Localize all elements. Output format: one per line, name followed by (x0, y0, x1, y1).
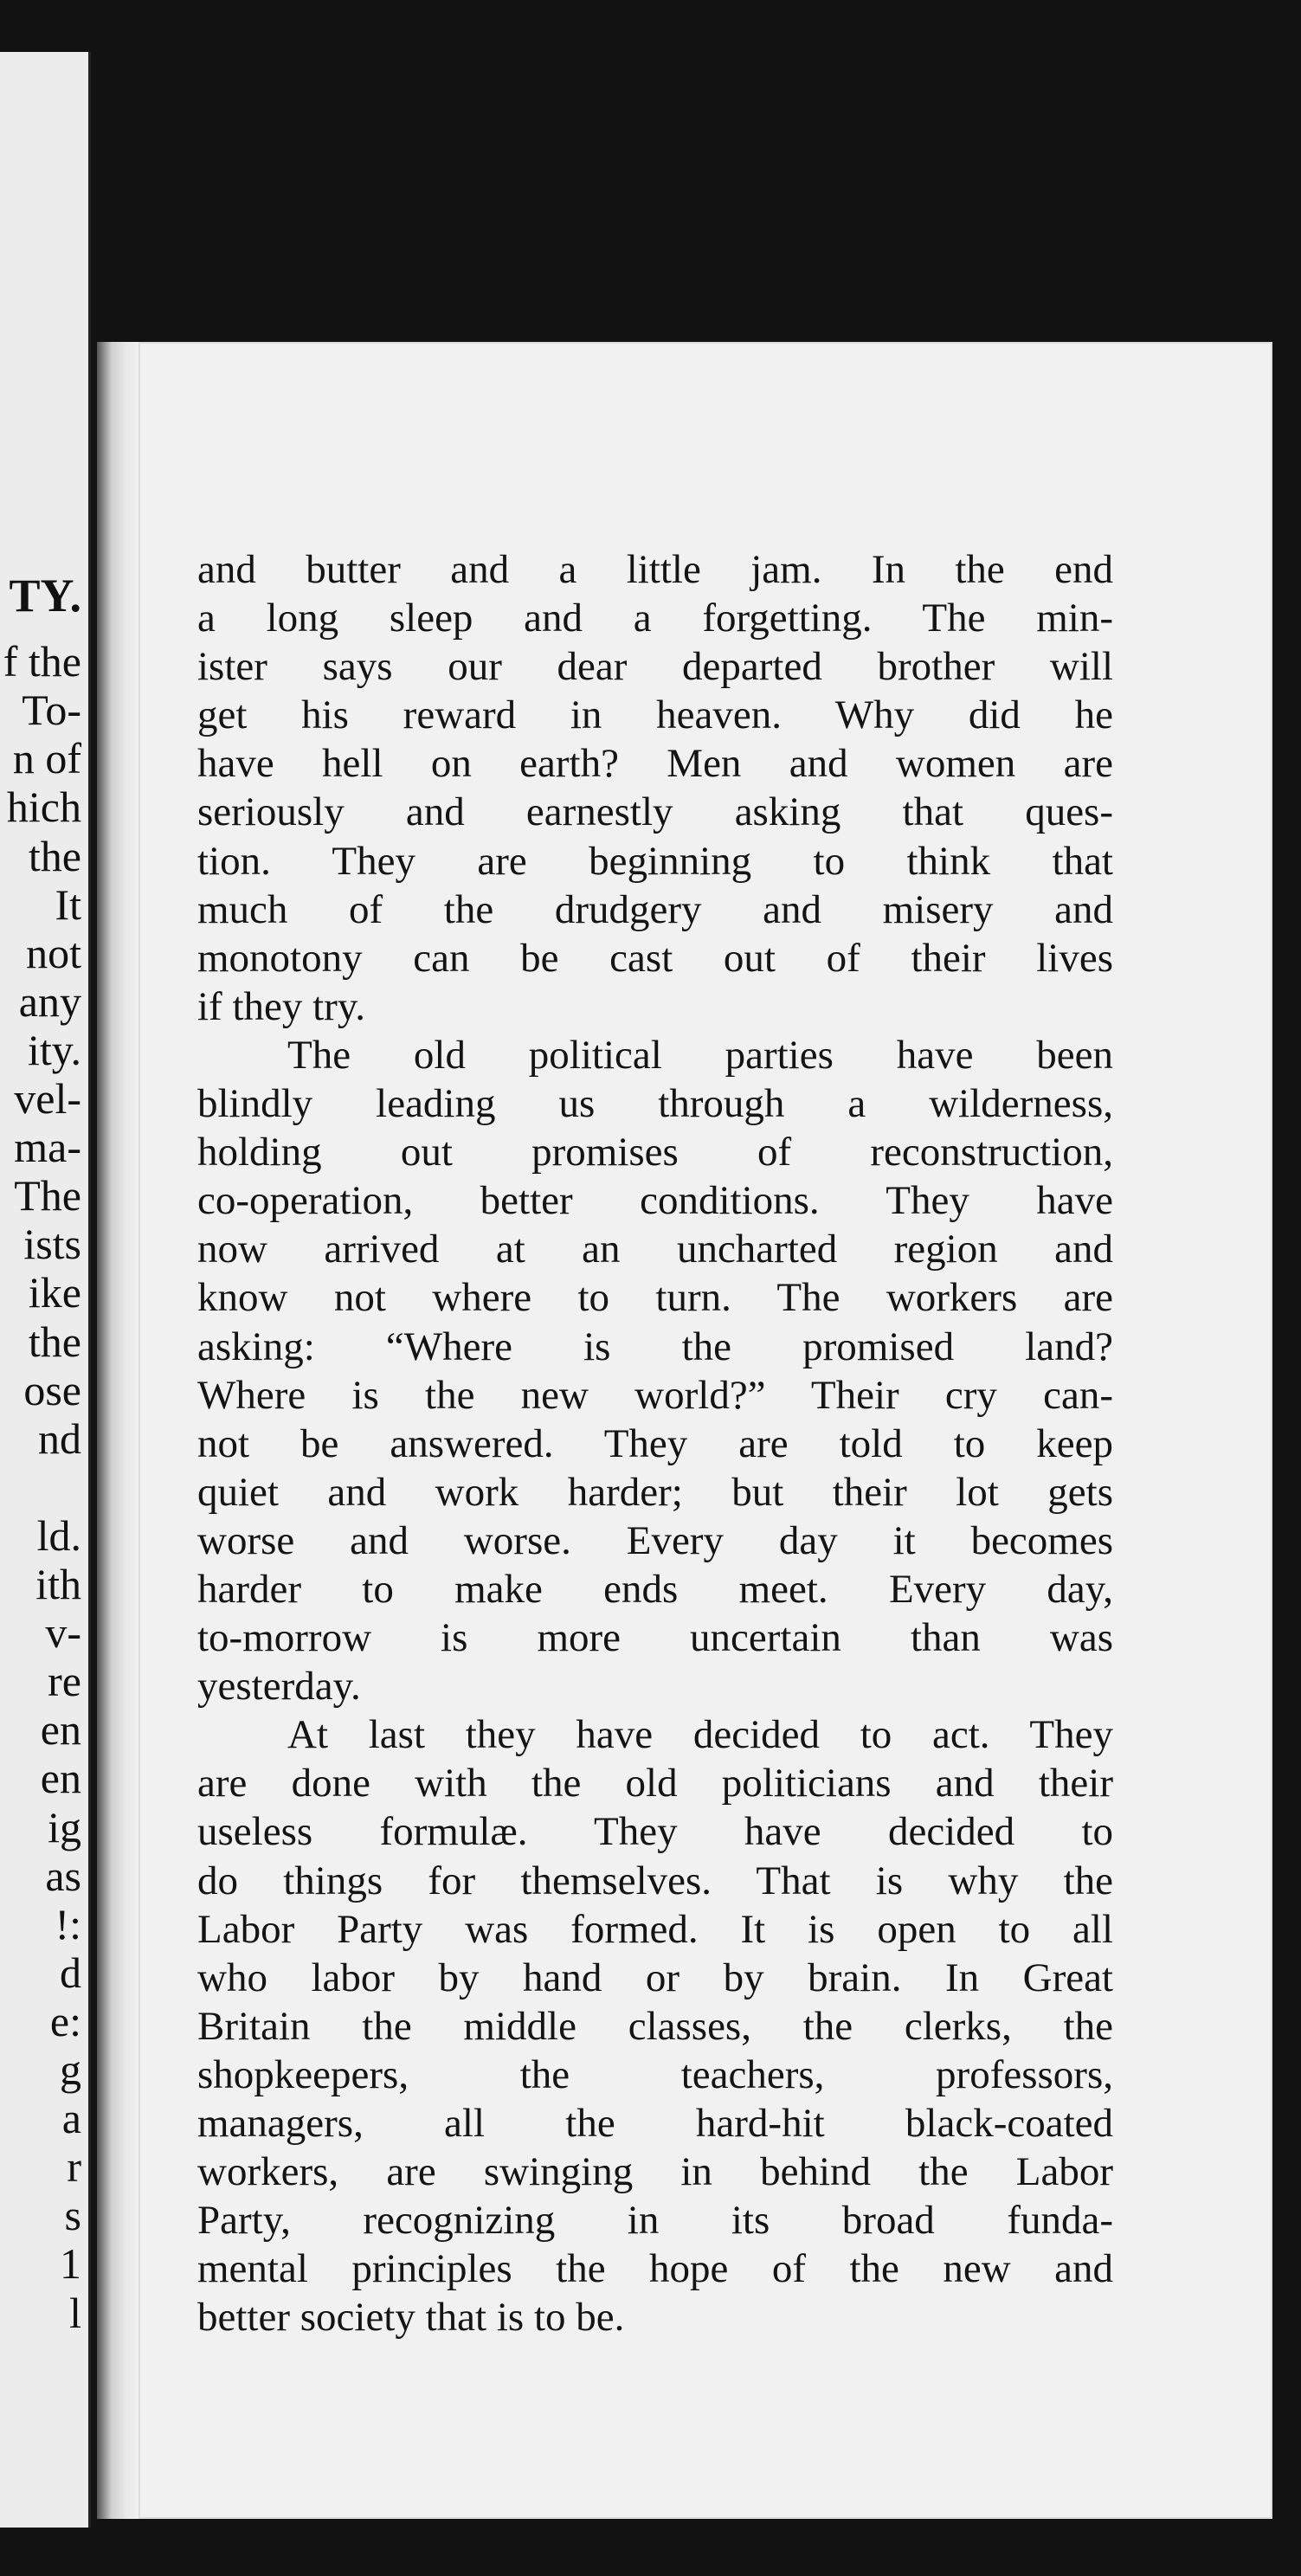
text-line: a long sleep and a forgetting. The min- (197, 596, 1113, 641)
left-text-fragment: ld. (36, 1510, 81, 1560)
text-line: not be answered. They are told to keep (197, 1420, 1113, 1466)
text-line: The old political parties have been (287, 1032, 1113, 1078)
left-text-fragment: r (67, 2142, 81, 2192)
left-text-fragment: as (45, 1851, 81, 1900)
left-text-fragment: g (60, 2045, 81, 2094)
paragraph (197, 1031, 1113, 1710)
left-text-fragment: not (26, 928, 81, 977)
text-line: workers, are swinging in behind the Labor (197, 2149, 1113, 2195)
left-text-fragment: ith (35, 1560, 81, 1608)
left-text-fragment: hich (6, 782, 81, 832)
text-line: worse and worse. Every day it becomes (197, 1517, 1113, 1563)
text-line: mental principles the hope of the new and (197, 2246, 1113, 2292)
left-text-fragment: re (48, 1657, 81, 1706)
left-text-fragment: f the (3, 637, 81, 686)
text-line: better society that is to be. (197, 2295, 625, 2341)
left-text-fragment: vel- (14, 1074, 81, 1123)
text-line: holding out promises of reconstruction, (197, 1130, 1113, 1175)
left-text-fragment: the (28, 1317, 81, 1366)
text-line: if they try. (197, 983, 366, 1029)
left-text-fragment: ma- (14, 1123, 81, 1172)
left-text-fragment: l (69, 2288, 81, 2337)
left-text-fragment: en (40, 1754, 81, 1803)
text-line: co-operation, better conditions. They have (197, 1178, 1113, 1224)
text-line: At last they have decided to act. They (287, 1712, 1113, 1758)
left-text-fragment: !: (55, 1899, 81, 1948)
left-heading-fragment: TY. (9, 570, 81, 621)
left-text-fragment: e: (49, 1996, 81, 2045)
text-line: quiet and work harder; but their lot gets (197, 1469, 1113, 1515)
left-text-fragment: en (40, 1705, 81, 1755)
body-text (197, 545, 1113, 2341)
text-line: get his reward in heaven. Why did he (197, 692, 1113, 738)
text-line: seriously and earnestly asking that ques- (197, 789, 1113, 835)
left-text-fragment: d (60, 1948, 81, 1997)
paragraph (197, 545, 1113, 1031)
paragraph (197, 1710, 1113, 2341)
text-line: useless formulæ. They have decided to (197, 1809, 1113, 1855)
text-line: monotony can be cast out of their lives (197, 935, 1113, 981)
text-line: Party, recognizing in its broad funda- (197, 2198, 1113, 2244)
text-line: Britain the middle classes, the clerks, the (197, 2003, 1113, 2049)
text-line: managers, all the hard-hit black-coated (197, 2101, 1113, 2146)
left-text-fragment: n of (12, 734, 81, 783)
left-text-fragment: To- (22, 686, 81, 735)
left-text-fragment: s (64, 2191, 81, 2240)
text-line: and butter and a little jam. In the end (197, 547, 1113, 592)
text-line: tion. They are beginning to think that (197, 838, 1113, 884)
text-line: know not where to turn. The workers are (197, 1275, 1113, 1321)
left-text-fragment: It (55, 879, 81, 929)
left-text-fragment: ike (28, 1268, 81, 1317)
left-text-fragment: 1 (60, 2239, 81, 2289)
left-text-fragment: the (28, 831, 81, 880)
text-line: have hell on earth? Men and women are (197, 741, 1113, 787)
text-line: Labor Party was formed. It is open to all (197, 1906, 1113, 1952)
left-text-fragment: nd (38, 1414, 81, 1463)
left-text-fragment: ose (23, 1365, 81, 1414)
text-line: Where is the new world?” Their cry can- (197, 1372, 1113, 1418)
left-text-fragment: v- (45, 1608, 81, 1658)
left-text-fragment: ity. (27, 1025, 81, 1074)
text-line: now arrived at an uncharted region and (197, 1227, 1113, 1272)
text-line: shopkeepers, the teachers, professors, (197, 2051, 1113, 2097)
text-line: harder to make ends meet. Every day, (197, 1566, 1113, 1612)
text-line: are done with the old politicians and their (197, 1761, 1113, 1806)
left-text-fragment: The (14, 1171, 81, 1220)
left-text-fragment: a (61, 2094, 81, 2143)
left-text-fragment: ists (23, 1220, 81, 1269)
text-line: blindly leading us through a wilderness, (197, 1081, 1113, 1127)
text-line: much of the drudgery and misery and (197, 886, 1113, 932)
text-line: ister says our dear departed brother will (197, 644, 1113, 690)
left-text-fragment: ig (48, 1802, 81, 1852)
text-line: asking: “Where is the promised land? (197, 1323, 1113, 1369)
left-text-fragment: any (18, 976, 81, 1026)
text-line: yesterday. (197, 1664, 361, 1710)
text-line: to-morrow is more uncertain than was (197, 1615, 1113, 1661)
text-line: do things for themselves. That is why the (197, 1858, 1113, 1903)
left-page-fragment (0, 52, 91, 2528)
text-line: who labor by hand or by brain. In Great (197, 1955, 1113, 2000)
page-gutter (97, 342, 138, 2519)
